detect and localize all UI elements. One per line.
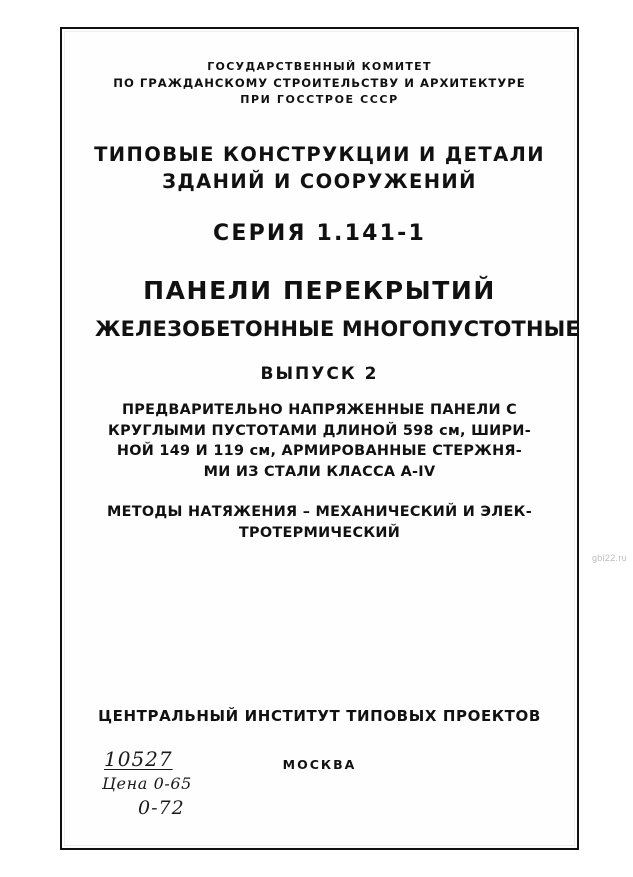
series-number: СЕРИЯ 1.141-1 [213,221,426,247]
organization-line-2: ПО ГРАЖДАНСКОМУ СТРОИТЕЛЬСТВУ И АРХИТЕКТУРЕ [113,75,526,90]
cover-sheet [60,27,579,850]
methods-line-1: МЕТОДЫ НАТЯЖЕНИЯ – МЕХАНИЧЕСКИЙ И ЭЛЕК- [106,504,533,521]
city-name: МОСКВА [282,757,357,772]
organization-line-1: ГОСУДАРСТВЕННЫЙ КОМИТЕТ [207,60,432,73]
series-title-line-1: ТИПОВЫЕ КОНСТРУКЦИИ И ДЕТАЛИ [94,142,545,166]
organization-block [88,59,551,108]
issue-number: ВЫПУСК 2 [260,364,379,385]
watermark-label: gbi22.ru [592,553,627,563]
description-block [88,400,551,482]
description-line-2: КРУГЛЫМИ ПУСТОТАМИ ДЛИНОЙ 598 см, ШИРИ- [108,422,531,439]
methods-block [88,502,551,543]
main-subtitle: ЖЕЛЕЗОБЕТОННЫЕ МНОГОПУСТОТНЫЕ [94,317,580,343]
main-title: ПАНЕЛИ ПЕРЕКРЫТИЙ [143,276,496,306]
description-line-1: ПРЕДВАРИТЕЛЬНО НАПРЯЖЕННЫЕ ПАНЕЛИ С [121,402,518,419]
institute-name: ЦЕНТРАЛЬНЫЙ ИНСТИТУТ ТИПОВЫХ ПРОЕКТОВ [98,707,541,725]
cover-content [62,29,580,848]
organization-line-3: ПРИ ГОССТРОЕ СССР [240,92,399,106]
description-line-3: НОЙ 149 И 119 см, АРМИРОВАННЫЕ СТЕРЖНЯ- [116,443,523,460]
description-line-4: МИ ИЗ СТАЛИ КЛАССА А-IV [203,463,436,480]
catalog-number-stamp: 10527 [104,747,173,771]
series-title-block [88,142,551,196]
series-title-line-2: ЗДАНИЙ И СООРУЖЕНИЙ [162,169,477,193]
date-stamp: 0-72 [138,797,185,819]
methods-line-2: ТРОТЕРМИЧЕСКИЙ [238,524,401,541]
price-stamp: Цена 0-65 [102,774,192,793]
